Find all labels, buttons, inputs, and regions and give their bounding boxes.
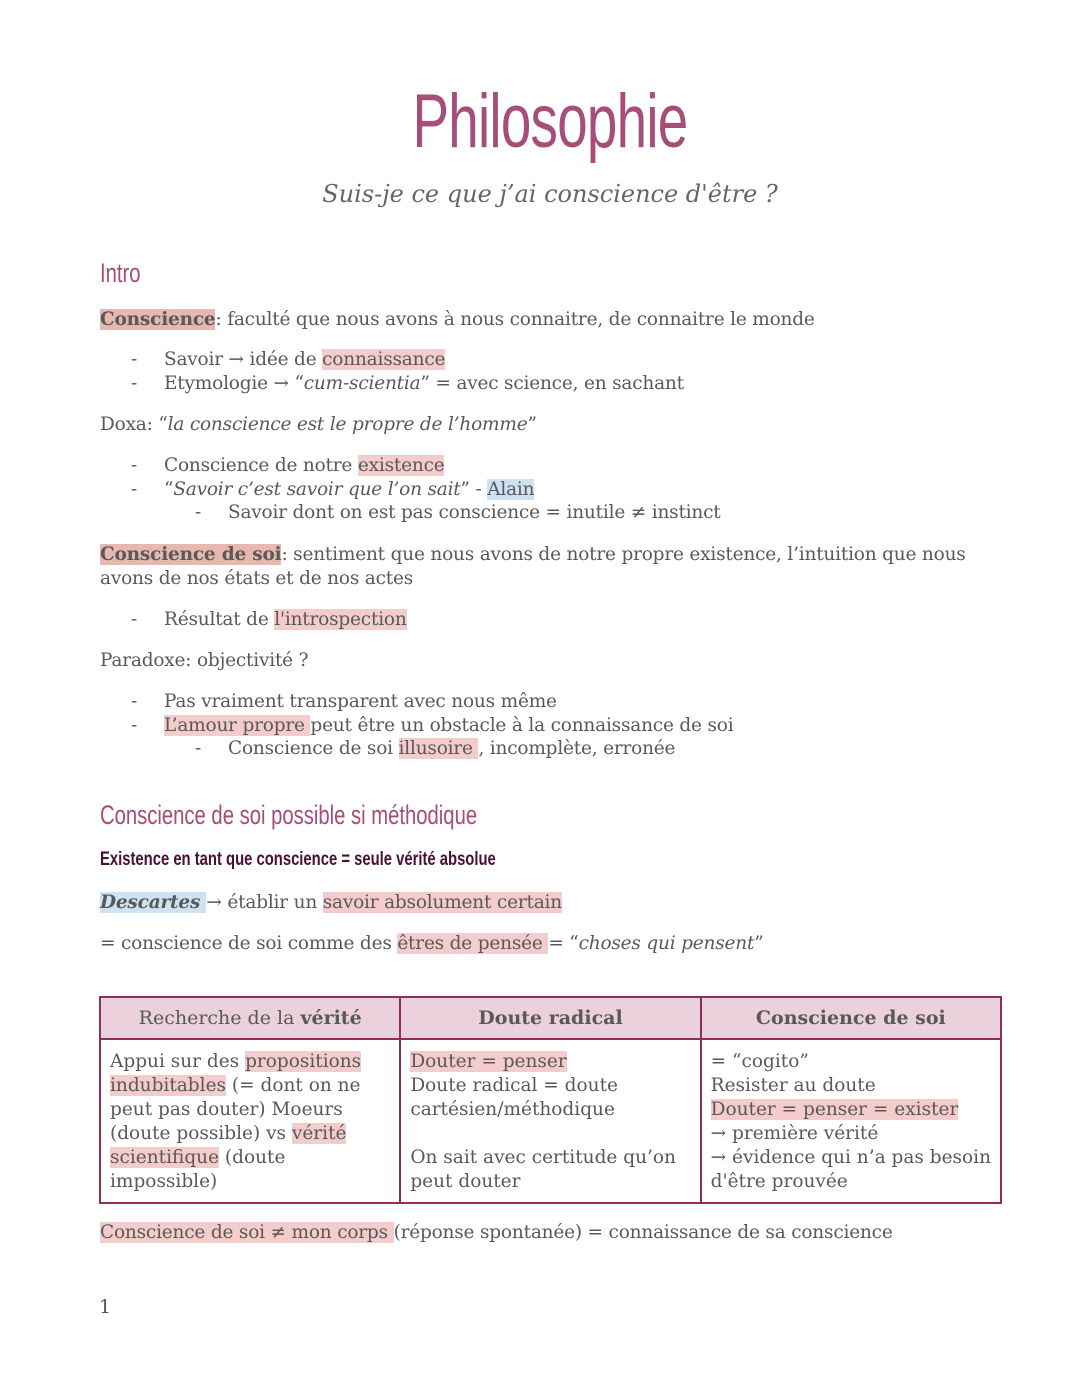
highlighted-text: connaissance [322,349,446,370]
bullet-dash: - [131,349,138,370]
highlighted-text: Douter = penser = exister [710,1099,959,1120]
text-segment: ” [754,933,764,954]
text-segment: Doxa: “ [100,414,168,435]
text-segment: Conscience de soi [228,738,399,759]
highlighted-text: Descartes [100,892,207,913]
text-segment: Conscience de notre [164,455,358,476]
text-segment: = conscience de soi comme des [100,933,398,954]
text-segment: Paradoxe: objectivité ? [100,650,309,671]
text-segment: Pas vraiment transparent avec nous même [164,691,557,712]
highlighted-text: illusoire [398,738,479,759]
page-title: Philosophie [412,79,688,164]
subheading-existence: Existence en tant que conscience = seule vérité absolue [100,849,496,870]
list-item [164,714,733,738]
text-segment: : faculté que nous avons à nous connaitre, de connaitre le monde [215,309,815,330]
paragraph [100,932,764,956]
list-item [164,348,445,372]
text-segment: → établir un [206,892,323,913]
highlighted-text: Douter = penser [410,1051,567,1072]
list-item [164,478,534,502]
highlighted-text: choses qui pensent [578,933,755,954]
list-item [164,690,557,714]
paragraph [100,543,980,591]
page-subtitle: Suis-je ce que j’ai conscience d'être ? [322,180,778,208]
list-item [228,501,721,525]
text-segment: “ [164,479,174,500]
highlighted-text: L’amour propre [164,715,311,736]
text-segment: : sentiment que nous avons de notre propre existence, l’intuition que nous avons de nos états et de nos actes [100,544,966,589]
table-header-cell [701,997,1001,1039]
paragraph [100,891,562,915]
list-item [164,454,444,478]
text-segment: (réponse spontanée) = connaissance de sa conscience [393,1222,893,1243]
bullet-dash: - [195,738,202,759]
bullet-dash: - [131,373,138,394]
cell-text [711,1050,992,1194]
table-row [100,1039,1001,1203]
highlighted-text: la conscience est le propre de l’homme [167,414,528,435]
paragraph [100,308,815,332]
text-segment: Savoir → idée de [164,349,323,370]
comparison-table [99,996,1002,1204]
page-number: 1 [99,1296,112,1318]
highlighted-text: Doute radical [478,1007,623,1029]
text-segment: Résultat de [164,609,275,630]
bullet-dash: - [195,502,202,523]
text-segment: → première vérité [710,1123,879,1144]
text-segment: , incomplète, erronée [478,738,676,759]
text-segment: Doute radical = doute cartésien/méthodique [410,1075,618,1120]
text-segment: Appui sur des [110,1051,246,1072]
bullet-dash: - [131,715,138,736]
text-segment: ” - [460,479,488,500]
paragraph [100,649,308,673]
text-segment: (= dont on ne peut pas douter) Moeurs (doute possible) vs [110,1075,361,1144]
table-cell [701,1039,1001,1203]
highlighted-text: Conscience de soi [755,1007,946,1029]
heading-intro: Intro [100,258,141,288]
highlighted-text: Conscience [100,309,216,330]
cell-text [410,1050,691,1194]
text-segment: ” = avec science, en sachant [420,373,684,394]
text-segment: Savoir dont on est pas conscience = inutile ≠ instinct [228,502,721,523]
paragraph [100,413,537,437]
bullet-dash: - [131,455,138,476]
highlighted-text: Conscience de soi [100,544,282,565]
highlighted-text: êtres de pensée [397,933,549,954]
highlighted-text: cum-scientia [303,373,421,394]
highlighted-text: propositions indubitables [110,1051,362,1096]
highlighted-text: l'introspection [274,609,407,630]
table-header-row [100,997,1001,1039]
highlighted-text: vérité scientifique [110,1123,347,1168]
text-segment: Resister au doute [710,1075,876,1096]
table-header-cell [100,997,400,1039]
text-segment: On sait avec certitude qu’on peut douter [410,1147,676,1192]
heading-methodique: Conscience de soi possible si méthodique [100,800,478,830]
text-segment: = “cogito” [710,1051,809,1072]
bullet-dash: - [131,479,138,500]
list-item [164,372,684,396]
cell-text [110,1050,391,1194]
text-segment: (doute impossible) [110,1147,286,1192]
conclusion-line [100,1221,893,1245]
text-segment: ” [527,414,537,435]
highlighted-text: Savoir c’est savoir que l’on sait [173,479,461,500]
highlighted-text: existence [357,455,445,476]
table-cell [400,1039,700,1203]
table-cell [100,1039,400,1203]
list-item [228,737,675,761]
text-segment: → évidence qui n’a pas besoin d'être prouvée [710,1147,992,1192]
highlighted-text: savoir absolument certain [322,892,562,913]
bullet-dash: - [131,691,138,712]
highlighted-text: vérité [300,1007,362,1029]
text-segment: Recherche de la [138,1007,301,1029]
highlighted-text: Alain [487,479,535,500]
list-item [164,608,407,632]
text-segment: peut être un obstacle à la connaissance de soi [310,715,734,736]
bullet-dash: - [131,609,138,630]
highlighted-text: Conscience de soi ≠ mon corps [100,1222,394,1243]
table-header-cell [400,997,700,1039]
text-segment: = “ [548,933,579,954]
text-segment: Etymologie → “ [164,373,304,394]
